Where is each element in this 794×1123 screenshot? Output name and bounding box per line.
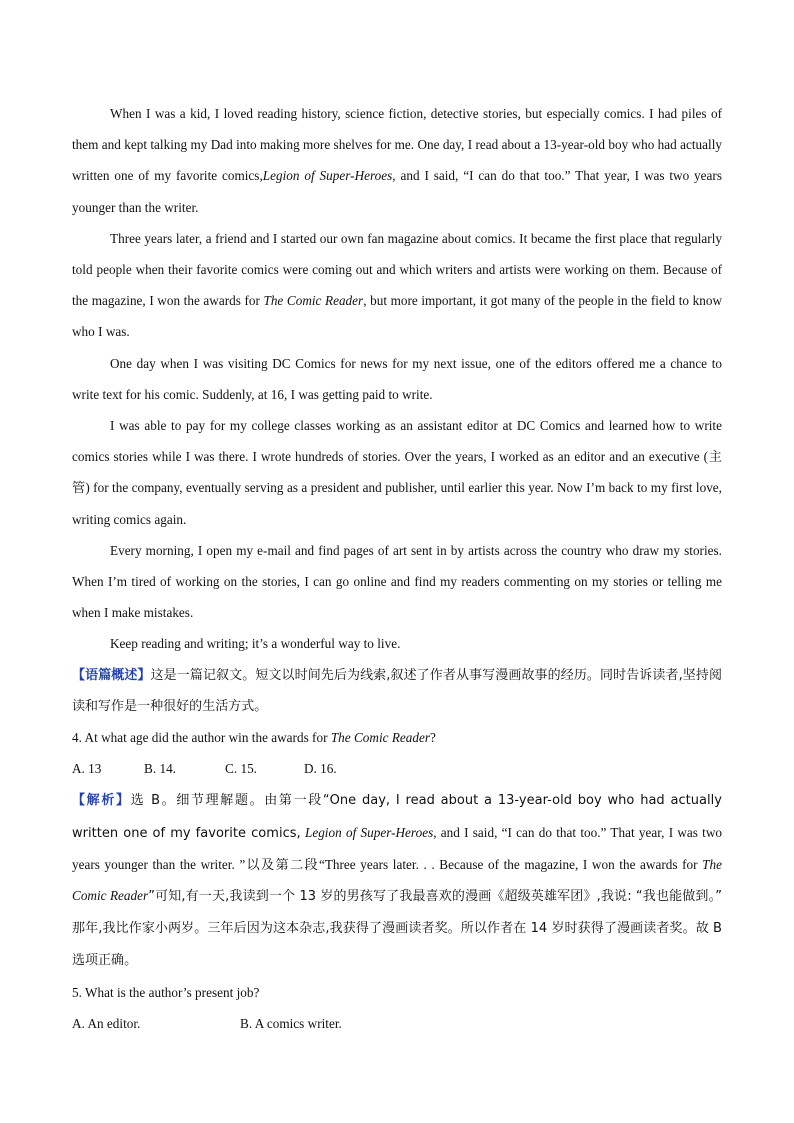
- summary: [72, 660, 722, 722]
- passage-paragraph-1: When I was a kid, I loved reading history, science fiction, detective stories, but especially comics. I had piles of them and kept talking my Dad into making more shelves for me. One day, I read about a 13-year-old boy who had actually written one of my favorite comics,Legion of Super-Heroes, and I said, “I can do that too.” That year, I was two years younger than the writer.: [72, 106, 722, 215]
- passage-paragraph-6: Keep reading and writing; it’s a wonderful way to live.: [110, 636, 401, 652]
- summary-tag: 【语篇概述】: [72, 667, 151, 683]
- option-b: B. A comics writer.: [240, 1015, 342, 1031]
- question-4: 4. At what age did the author win the awards for The Comic Reader?: [72, 730, 436, 746]
- magazine-title: The Comic Reader: [263, 293, 364, 309]
- passage-paragraph-4: I was able to pay for my college classes working as an assistant editor at DC Comics and learned how to write comics stories while I was there. I wrote hundreds of stories. Over the years, I worked as an editor and an executive (主管) for the company, eventually serving as a president and publisher, until earlier this year. Now I’m back to my first love, writing comics again.: [72, 418, 722, 527]
- option-a: A. 13: [72, 761, 102, 777]
- analysis-tag: 【解析】: [72, 793, 131, 809]
- document-page: [72, 98, 722, 1039]
- passage-paragraph-2: Three years later, a friend and I started our own fan magazine about comics. It became the first place that regularly told people when their favorite comics were coming out and which writers and artists were working on them. Because of the magazine, I won the awards for The Comic Reader, but more important, it got many of the people in the field to know who I was.: [72, 230, 722, 340]
- passage-paragraph-3: One day when I was visiting DC Comics for news for my next issue, one of the editors offered me a chance to write text for his comic. Suddenly, at 16, I was getting paid to write.: [72, 355, 722, 402]
- passage-paragraph-5: Every morning, I open my e-mail and find pages of art sent in by artists across the country who draw my stories. When I’m tired of working on the stories, I can go online and find my readers commenting on my stories or telling me when I make mistakes.: [72, 542, 722, 621]
- question-5: 5. What is the author’s present job?: [72, 984, 260, 1000]
- option-a: A. An editor.: [72, 1015, 141, 1031]
- question-5-options: [72, 1008, 722, 1039]
- question-4-options: [72, 753, 722, 784]
- option-d: D. 16.: [304, 761, 337, 777]
- option-c: C. 15.: [225, 761, 257, 777]
- analysis: 【解析】选 B。细节理解题。由第一段“One day, I read about a 13-year-old boy who had actually written one of my favorite comics, Legion of Super-Heroes, and I said, “I can do that too.” That year, I was two years younger than the writer. ”以及第二段“Three years later. . . Because of the magazine, I won the awards for The Comic Reader”可知,有一天,我读到一个 13 岁的男孩写了我最喜欢的漫画《超级英雄军团》,我说: “我也能做到。” 那年,我比作家小两岁。三年后因为这本杂志,我获得了漫画读者奖。所以作者在 14 岁时获得了漫画读者奖。故 B 选项正确。: [72, 793, 722, 969]
- summary-text: 这是一篇记叙文。短文以时间先后为线索,叙述了作者从事写漫画故事的经历。同时告诉读者,坚持阅读和写作是一种很好的生活方式。: [72, 667, 723, 714]
- comic-title: Legion of Super-Heroes: [262, 168, 393, 184]
- option-b: B. 14.: [144, 761, 176, 777]
